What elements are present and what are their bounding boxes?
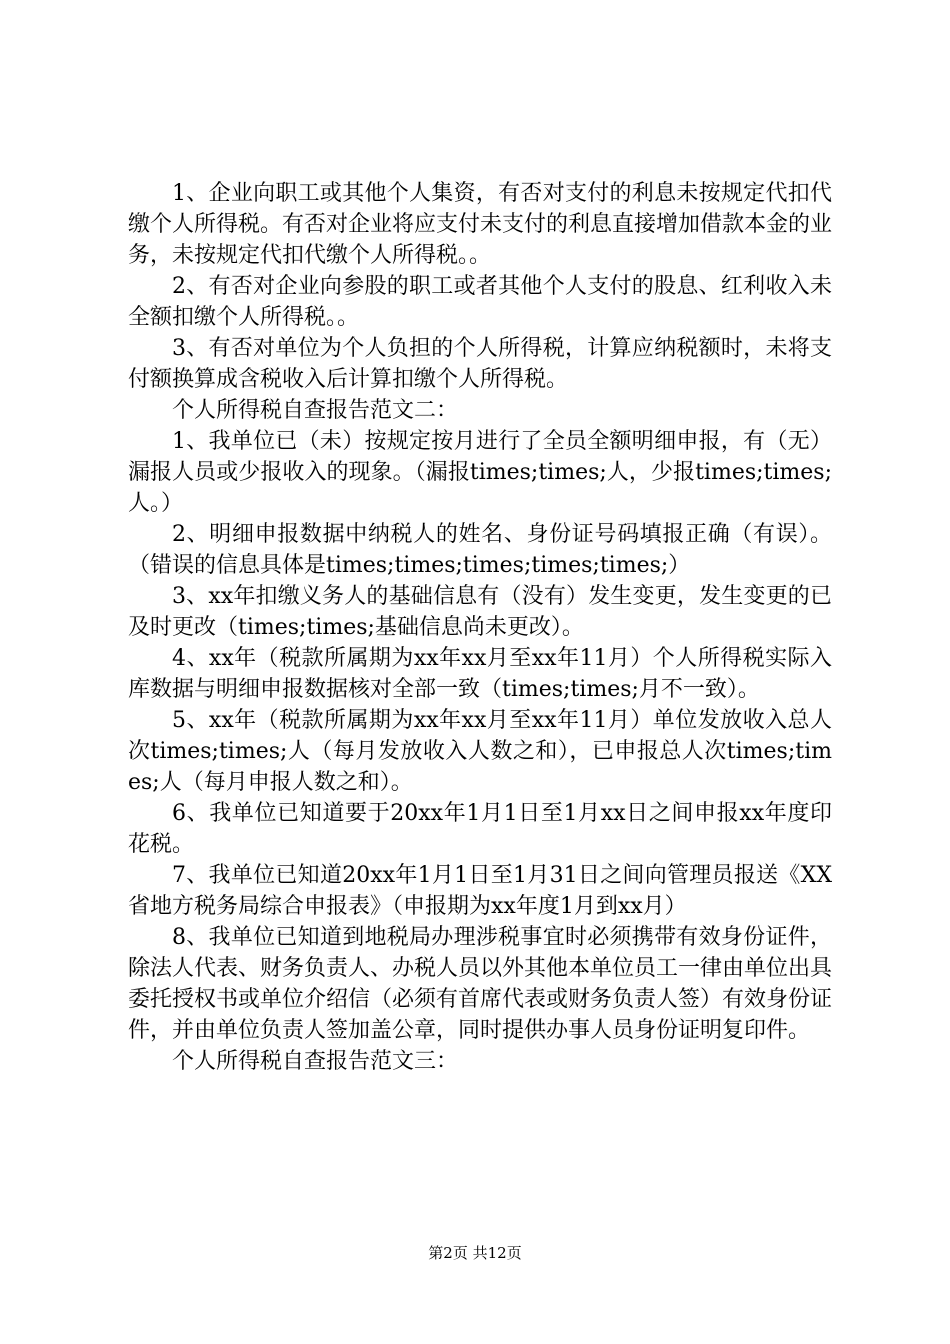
paragraph-8: 5、xx年（税款所属期为xx年xx月至xx年11月）单位发放收入总人次times;times;人（每月发放收入人数之和），已申报总人次times;times;人（每月申报人数之和）。	[128, 708, 832, 795]
paragraph-2: 2、有否对企业向参股的职工或者其他个人支付的股息、红利收入未全额扣缴个人所得税。。	[128, 274, 832, 330]
page-number-footer: 第2页 共12页	[428, 1244, 522, 1262]
section-heading-2: 个人所得税自查报告范文二：	[172, 398, 459, 423]
paragraph-11: 8、我单位已知道到地税局办理涉税事宜时必须携带有效身份证件，除法人代表、财务负责人、办税人员以外其他本单位员工一律由单位出具委托授权书或单位介绍信（必须有首席代表或财务负责人签）有效身份证件，并由单位负责人签加盖公章，同时提供办事人员身份证明复印件。	[128, 925, 833, 1043]
paragraph-1: 1、企业向职工或其他个人集资，有否对支付的利息未按规定代扣代缴个人所得税。有否对企业将应支付未支付的利息直接增加借款本金的业务，未按规定代扣代缴个人所得税。。	[128, 181, 833, 268]
paragraph-5: 2、明细申报数据中纳税人的姓名、身份证号码填报正确（有误）。（错误的信息具体是times;times;times;times;times;）	[128, 522, 832, 578]
paragraph-6: 3、xx年扣缴义务人的基础信息有（没有）发生变更，发生变更的已及时更改（times;times;基础信息尚未更改）。	[128, 584, 832, 640]
paragraph-3: 3、有否对单位为个人负担的个人所得税，计算应纳税额时，未将支付额换算成含税收入后计算扣缴个人所得税。	[128, 336, 832, 392]
paragraph-7: 4、xx年（税款所属期为xx年xx月至xx年11月）个人所得税实际入库数据与明细申报数据核对全部一致（times;times;月不一致）。	[128, 646, 832, 702]
paragraph-9: 6、我单位已知道要于20xx年1月1日至1月xx日之间申报xx年度印花税。	[128, 801, 832, 857]
paragraph-10: 7、我单位已知道20xx年1月1日至1月31日之间向管理员报送《XX省地方税务局综合申报表》（申报期为xx年度1月到xx月）	[128, 863, 832, 919]
paragraph-4: 1、我单位已（未）按规定按月进行了全员全额明细申报，有（无）漏报人员或少报收入的现象。（漏报times;times;人，少报times;times;人。）	[128, 429, 832, 516]
section-heading-3: 个人所得税自查报告范文三：	[172, 1049, 459, 1074]
document-body	[128, 178, 832, 1077]
